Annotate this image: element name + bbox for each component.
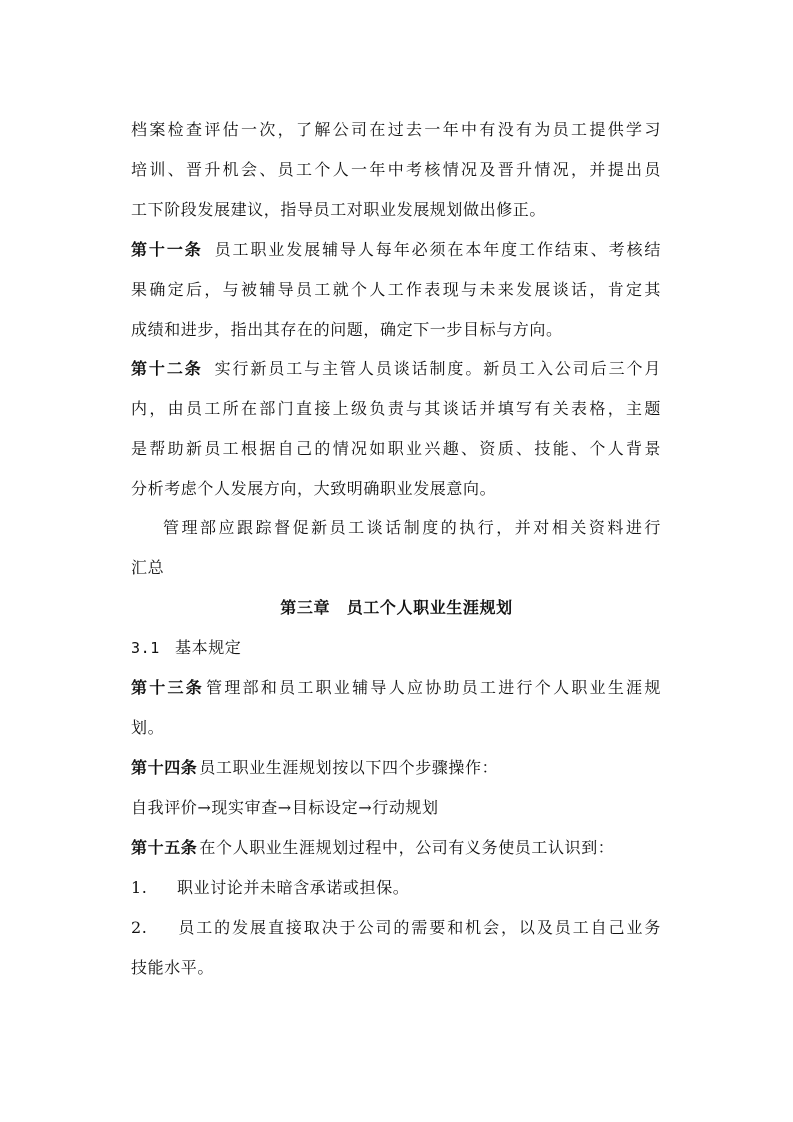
paragraph-line: 成绩和进步，指出其存在的问题，确定下一步目标与方向。 — [131, 320, 563, 339]
article-15-line — [131, 838, 661, 858]
article-text: 在个人职业生涯规划过程中，公司有义务使员工认识到： — [199, 838, 615, 857]
list-item-text: 员工的发展直接取决于公司的需要和机会，以及员工自己业务 — [177, 918, 661, 937]
article-label: 第十一条 — [131, 240, 203, 259]
list-item-number: 1. — [131, 878, 148, 897]
paragraph-line: 档案检查评估一次，了解公司在过去一年中有没有为员工提供学习 — [131, 120, 661, 139]
article-12-line — [131, 359, 661, 379]
section-title: 基本规定 — [175, 638, 242, 657]
article-label: 第十五条 — [131, 838, 198, 857]
section-heading — [131, 638, 661, 658]
section-number: 3.1 — [131, 639, 160, 657]
article-14-line — [131, 758, 661, 778]
chapter-heading: 第三章 员工个人职业生涯规划 — [280, 598, 513, 617]
list-item — [131, 878, 661, 898]
paragraph-line: 分析考虑个人发展方向，大致明确职业发展意向。 — [131, 479, 497, 498]
article-text: 员工职业发展辅导人每年必须在本年度工作结束、考核结 — [214, 240, 661, 259]
paragraph-line: 划。 — [131, 718, 165, 737]
article-13-line — [131, 678, 661, 698]
article-label: 第十三条 — [131, 678, 205, 697]
list-item-number: 2. — [131, 918, 148, 937]
paragraph-line: 内，由员工所在部门直接上级负责与其谈话并填写有关表格，主题 — [131, 399, 661, 418]
list-item — [131, 918, 661, 938]
paragraph-line: 果确定后，与被辅导员工就个人工作表现与未来发展谈话，肯定其 — [131, 280, 661, 299]
article-text: 管理部和员工职业辅导人应协助员工进行个人职业生涯规 — [206, 678, 661, 697]
paragraph-line: 是帮助新员工根据自己的情况如职业兴趣、资质、技能、个人背景 — [131, 439, 661, 458]
list-item-text: 职业讨论并未暗含承诺或担保。 — [177, 878, 410, 897]
article-label: 第十二条 — [131, 359, 203, 378]
paragraph-line: 管理部应跟踪督促新员工谈话制度的执行，并对相关资料进行 — [163, 518, 661, 537]
article-label: 第十四条 — [131, 758, 198, 777]
article-text: 实行新员工与主管人员谈话制度。新员工入公司后三个月 — [214, 359, 661, 378]
article-11-line — [131, 240, 661, 260]
process-steps: 自我评价→现实审查→目标设定→行动规划 — [131, 798, 439, 817]
paragraph-line: 培训、晋升机会、员工个人一年中考核情况及晋升情况，并提出员 — [131, 160, 661, 179]
article-text: 员工职业生涯规划按以下四个步骤操作： — [199, 758, 499, 777]
paragraph-line: 汇总 — [131, 558, 165, 577]
paragraph-line: 技能水平。 — [131, 958, 215, 977]
paragraph-line: 工下阶段发展建议，指导员工对职业发展规划做出修正。 — [131, 200, 547, 219]
